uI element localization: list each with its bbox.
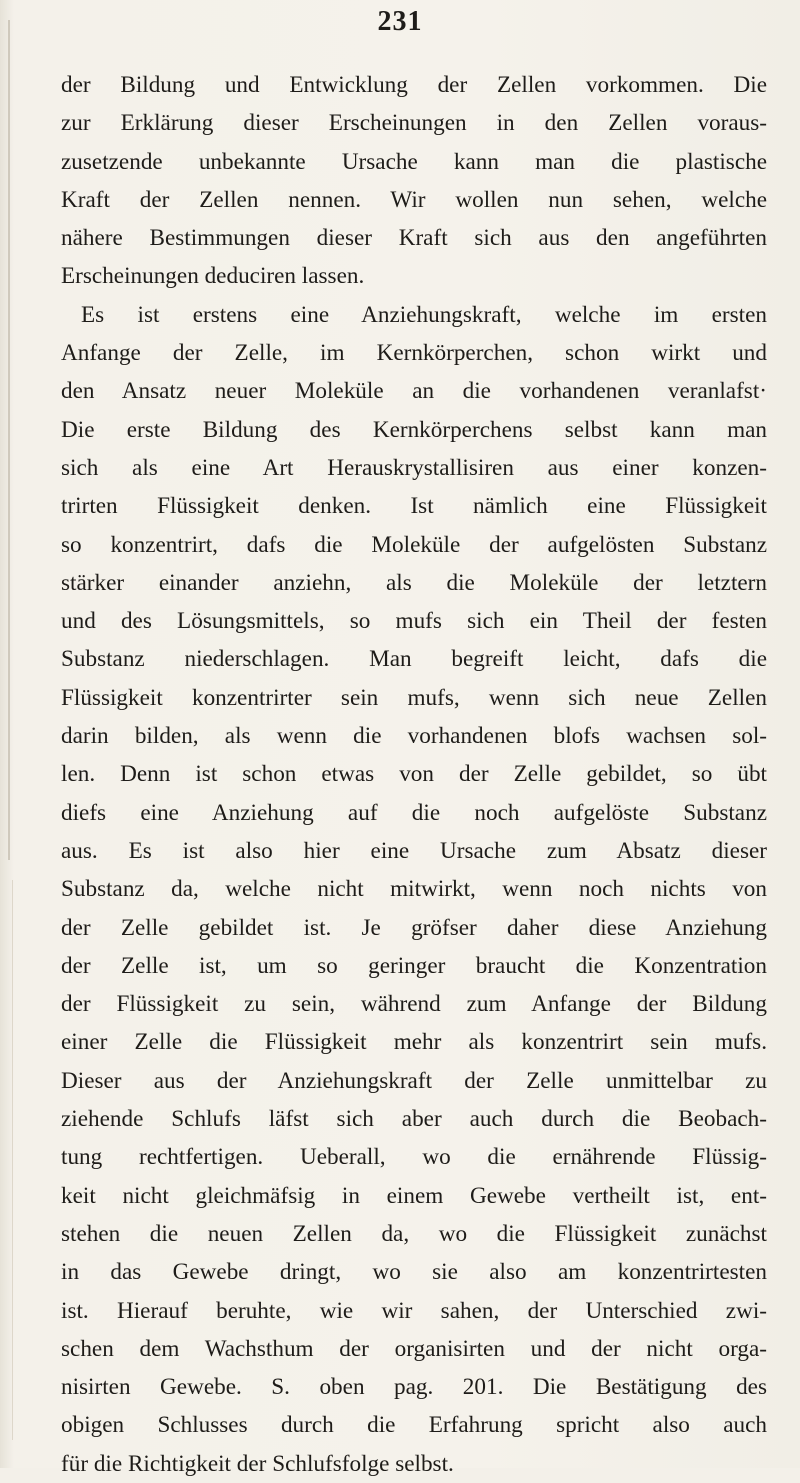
text-line: Kraft der Zellen nennen. Wir wollen nun sehen, welche bbox=[61, 186, 767, 213]
text-line: Flüssigkeit konzentrirter sein mufs, wenn sich neue Zellen bbox=[61, 684, 767, 711]
text-line: Anfange der Zelle, im Kernkörperchen, schon wirkt und bbox=[61, 340, 767, 367]
text-line: stärker einander anziehn, als die Moleküle der letztern bbox=[61, 569, 767, 596]
text-line: keit nicht gleichmäfsig in einem Gewebe vertheilt ist, ent- bbox=[61, 1182, 767, 1209]
text-line: schen dem Wachsthum der organisirten und der nicht orga- bbox=[61, 1335, 767, 1362]
text-line: nähere Bestimmungen dieser Kraft sich aus den angeführten bbox=[61, 225, 767, 252]
text-line: ist. Hierauf beruhte, wie wir sahen, der Unterschied zwi- bbox=[61, 1297, 767, 1324]
text-line: diefs eine Anziehung auf die noch aufgelöste Substanz bbox=[61, 799, 767, 826]
text-line: Erscheinungen deduciren lassen. bbox=[61, 263, 365, 290]
binding-shadow-lower bbox=[12, 880, 13, 1440]
text-line: darin bilden, als wenn die vorhandenen blofs wachsen sol- bbox=[61, 723, 767, 750]
text-line: in das Gewebe dringt, wo sie also am konzentrirtesten bbox=[61, 1259, 767, 1286]
text-line: einer Zelle die Flüssigkeit mehr als konzentrirt sein mufs. bbox=[61, 1029, 767, 1056]
text-line: für die Richtigkeit der Schlufsfolge selbst. bbox=[61, 1450, 454, 1477]
text-line: aus. Es ist also hier eine Ursache zum Absatz dieser bbox=[61, 837, 767, 864]
page-number: 231 bbox=[377, 6, 423, 37]
text-line: trirten Flüssigkeit denken. Ist nämlich eine Flüssigkeit bbox=[61, 493, 767, 520]
text-line: obigen Schlusses durch die Erfahrung spricht also auch bbox=[61, 1412, 767, 1439]
text-line: nisirten Gewebe. S. oben pag. 201. Die Bestätigung des bbox=[61, 1374, 767, 1401]
text-line: Es ist erstens eine Anziehungskraft, welche im ersten bbox=[81, 301, 767, 328]
text-line: ziehende Schlufs läfst sich aber auch durch die Beobach- bbox=[61, 1106, 767, 1133]
text-line: der Bildung und Entwicklung der Zellen vorkommen. Die bbox=[61, 72, 767, 98]
text-line: der Flüssigkeit zu sein, während zum Anfange der Bildung bbox=[61, 991, 767, 1018]
binding-shadow bbox=[8, 20, 10, 860]
text-line: so konzentrirt, dafs die Moleküle der aufgelösten Substanz bbox=[61, 531, 767, 558]
text-line: tung rechtfertigen. Ueberall, wo die ernährende Flüssig- bbox=[61, 1144, 767, 1171]
text-line: len. Denn ist schon etwas von der Zelle gebildet, so übt bbox=[61, 761, 767, 788]
text-line: der Zelle gebildet ist. Je gröfser daher diese Anziehung bbox=[61, 914, 767, 941]
text-line: sich als eine Art Herauskrystallisiren aus einer konzen- bbox=[61, 454, 767, 481]
text-line: der Zelle ist, um so geringer braucht die Konzentration bbox=[61, 952, 767, 979]
text-line: Dieser aus der Anziehungskraft der Zelle unmittelbar zu bbox=[61, 1067, 767, 1094]
text-line: den Ansatz neuer Moleküle an die vorhandenen veranlafst· bbox=[61, 378, 767, 405]
text-line: zur Erklärung dieser Erscheinungen in den Zellen voraus- bbox=[61, 110, 767, 137]
text-line: Substanz niederschlagen. Man begreift leicht, dafs die bbox=[61, 646, 767, 673]
text-line: Substanz da, welche nicht mitwirkt, wenn noch nichts von bbox=[61, 876, 767, 903]
text-line: Die erste Bildung des Kernkörperchens selbst kann man bbox=[61, 416, 767, 443]
body-text bbox=[61, 66, 767, 1483]
text-line: stehen die neuen Zellen da, wo die Flüssigkeit zunächst bbox=[61, 1220, 767, 1247]
text-line: zusetzende unbekannte Ursache kann man die plastische bbox=[61, 148, 767, 175]
text-line: und des Lösungsmittels, so mufs sich ein Theil der festen bbox=[61, 608, 767, 635]
